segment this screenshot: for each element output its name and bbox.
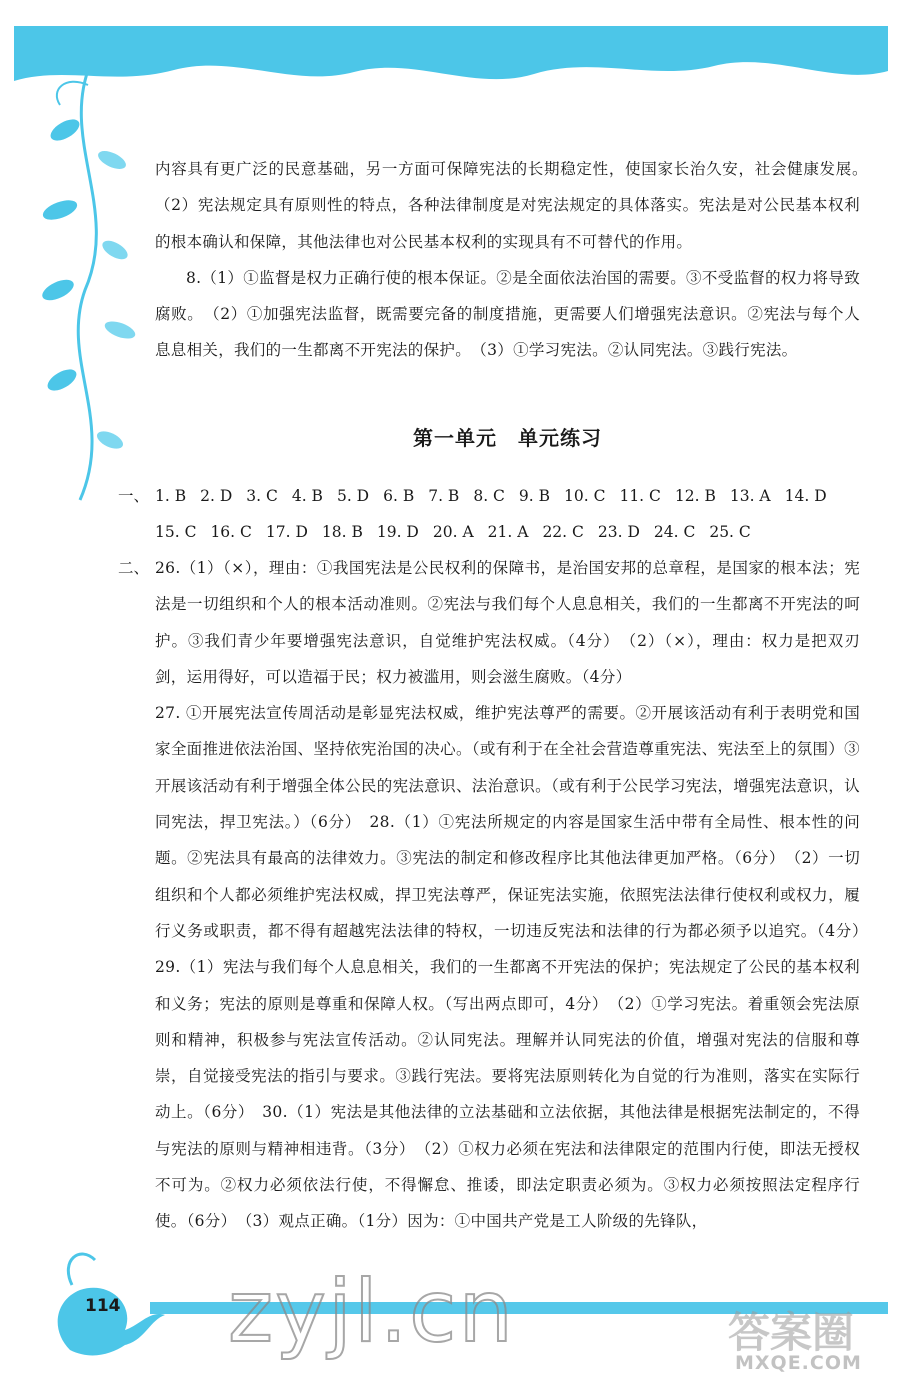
unit-title: 第一单元 单元练习: [413, 426, 602, 450]
answer-item: 1. B: [155, 487, 187, 505]
domain-watermark: MXQE.COM: [735, 1352, 862, 1374]
section-two-number: 二、: [118, 559, 150, 577]
answer-item: 12. B: [674, 487, 716, 505]
answer-item: 13. A: [729, 487, 771, 505]
intro-paragraph-2: 8.（1）①监督是权力正确行使的根本保证。②是全面依法治国的需要。③不受监督的权力将导致腐败。 （2）①加强宪法监督，既需要完备的制度措施，更需要人们增强宪法意识。②宪法与每个人息息相关，我们的一生都离不开宪法的保护。 （3）①学习宪法。②认同宪法。③践行宪法。: [155, 268, 860, 360]
wave-banner-decoration: [14, 26, 888, 136]
answer-item: 7. B: [428, 487, 460, 505]
answer-item: 11. C: [619, 487, 661, 505]
answer-item: 20. A: [432, 523, 474, 542]
answer-item: 21. A: [487, 523, 529, 542]
answer-item: 15. C: [155, 523, 197, 542]
answer-item: 3. C: [246, 487, 278, 505]
answer-item: 19. D: [376, 523, 419, 542]
answer-item: 6. B: [383, 487, 415, 505]
section-two-short-answer: [118, 550, 876, 1240]
answer-item: 5. D: [336, 487, 370, 505]
answer-list: [155, 478, 865, 551]
answer-item: 25. C: [709, 523, 751, 542]
answer-item: 2. D: [200, 487, 233, 505]
answer-item: 9. B: [518, 487, 551, 505]
answer-item: 10. C: [564, 487, 606, 505]
answer-item: 4. B: [291, 487, 323, 505]
section-two-paragraph-1: 26.（1）（×），理由：①我国宪法是公民权利的保障书，是治国安邦的总章程，是国家的根本法；宪法是一切组织和个人的根本活动准则。②宪法与我们每个人息息相关，我们的一生都离不开宪法的呵护。③我们青少年要增强宪法意识，自觉维护宪法权威。（4分） （2）（×），理由：权力是把双刃剑，运用得好，可以造福于民；权力被滥用，则会滋生腐败。（4分）: [155, 559, 860, 686]
answer-item: 22. C: [542, 523, 584, 542]
answer-item: 17. D: [265, 523, 308, 542]
page-number: 114: [85, 1296, 121, 1316]
section-one-number: 一、: [118, 487, 150, 505]
answer-item: 16. C: [210, 523, 252, 542]
intro-paragraph-1: 内容具有更广泛的民意基础，另一方面可保障宪法的长期稳定性，使国家长治久安，社会健康发展。 （2）宪法规定具有原则性的特点，各种法律制度是对宪法规定的具体落实。宪法是对公民基本权利的根本确认和保障，其他法律也对公民基本权利的实现具有不可替代的作用。: [155, 160, 876, 251]
site-watermark: zyjl.cn: [228, 1262, 515, 1362]
answer-item: 23. D: [597, 523, 640, 542]
answer-logo-watermark: 答案圈: [728, 1308, 855, 1357]
answer-item: 18. B: [321, 523, 363, 542]
intro-answers: [155, 151, 876, 369]
answer-item: 24. C: [653, 523, 696, 542]
wave-banner-shape: [14, 26, 888, 81]
section-two-paragraph-2: 27. ①开展宪法宣传周活动是彰显宪法权威，维护宪法尊严的需要。②开展该活动有利于表明党和国家全面推进依法治国、坚持依宪治国的决心。（或有利于在全社会营造尊重宪法、宪法至上的氛围）③开展该活动有利于增强全体公民的宪法意识、法治意识。（或有利于公民学习宪法，增强宪法意识，认同宪法，捍卫宪法。）（6分） 28.（1）①宪法所规定的内容是国家生活中带有全局性、根本性的问题。②宪法具有最高的法律效力。③宪法的制定和修改程序比其他法律更加严格。（6分） （2）一切组织和个人都必须维护宪法权威，捍卫宪法尊严，保证宪法实施，依照宪法法律行使权利或权力，履行义务或职责，都不得有超越宪法法律的特权，一切违反宪法和法律的行为都必须予以追究。（4分） 29.（1）宪法与我们每个人息息相关，我们的一生都离不开宪法的保护；宪法规定了公民的基本权利和义务；宪法的原则是尊重和保障人权。（写出两点即可，4分） （2）①学习宪法。着重领会宪法原则和精神，积极参与宪法宣传活动。②认同宪法。理解并认同宪法的价值，增强对宪法的信服和尊崇，自觉接受宪法的指引与要求。③践行宪法。要将宪法原则转化为自觉的行为准则，落实在实际行动上。（6分） 30.（1）宪法是其他法律的立法基础和立法依据，其他法律是根据宪法制定的，不得与宪法的原则与精神相违背。（3分） （2）①权力必须在宪法和法律限定的范围内行使，即法无授权不可为。②权力必须依法行使，不得懈怠、推诿，即法定职责必须为。③权力必须按照法定程序行使。（6分） （3）观点正确。（1分）因为：①中国共产党是工人阶级的先锋队，: [155, 704, 876, 1231]
vine-decoration: [20, 60, 140, 510]
answer-item: 14. D: [784, 487, 827, 505]
section-one-multiple-choice: [118, 478, 868, 551]
answer-item: 8. C: [473, 487, 505, 505]
